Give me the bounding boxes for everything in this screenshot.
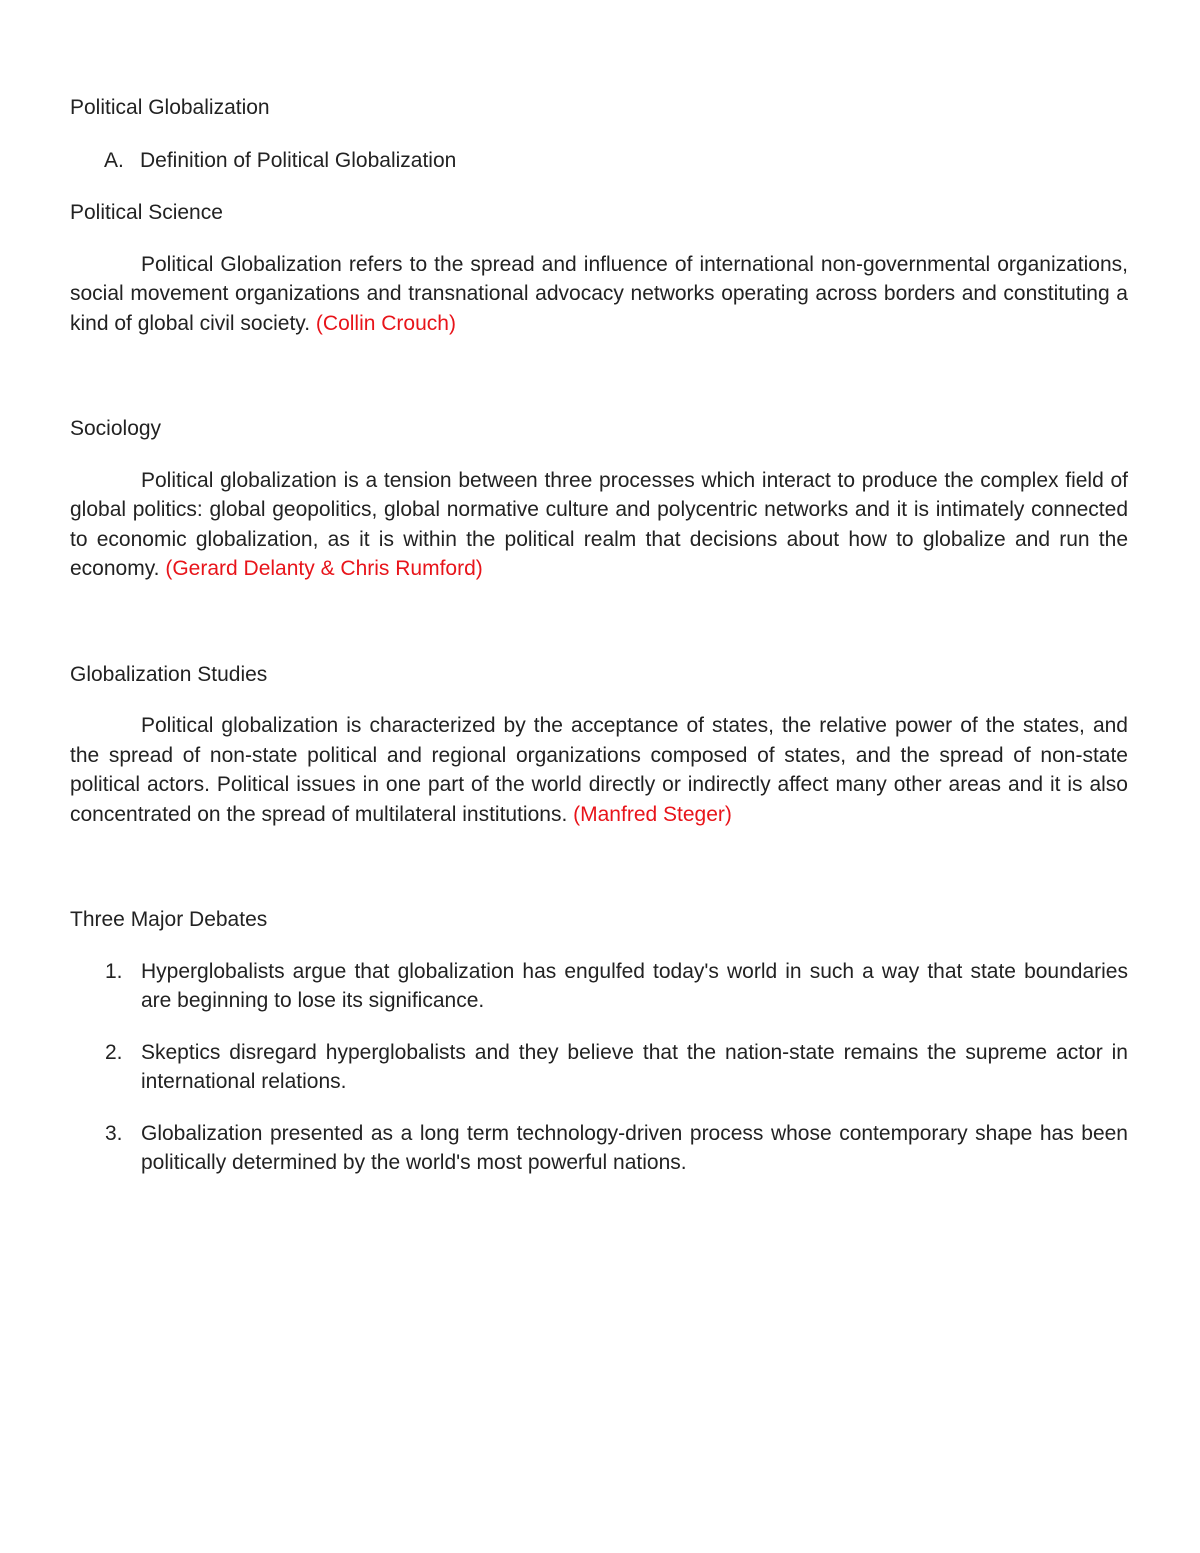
body-text: Political globalization is characterized by the acceptance of states, the relative power of the states, and the spread of non-state political and regional organizations composed of states, and the spread of non-state political actors. Political issues in one part of the world directly or indirectly affect many other areas and it is also concentrated on the spread of multilateral institutions. xyxy=(70,714,1128,826)
citation: (Manfred Steger) xyxy=(573,802,732,826)
citation: (Gerard Delanty & Chris Rumford) xyxy=(165,557,483,580)
list-item-number: 1. xyxy=(105,959,123,983)
debates-list xyxy=(70,957,1128,1178)
list-item-text: Skeptics disregard hyperglobalists and they believe that the nation-state remains the supreme actor in international relations. xyxy=(141,1040,1128,1093)
document-page xyxy=(70,93,1128,1200)
subheading-marker: A. xyxy=(104,148,124,172)
list-item xyxy=(70,957,1128,1016)
section-heading-debates: Three Major Debates xyxy=(70,908,268,931)
section-body-sociology xyxy=(70,466,1128,584)
body-text: Political Globalization refers to the spread and influence of international non-governmental organizations, social movement organizations and transnational advocacy networks operating across borders and constituting a kind of global civil society. xyxy=(70,252,1128,335)
list-item-number: 3. xyxy=(105,1121,123,1145)
section-heading-political-science: Political Science xyxy=(70,201,223,224)
list-item-text: Hyperglobalists argue that globalization has engulfed today's world in such a way that state boundaries are beginning to lose its significance. xyxy=(141,959,1128,1012)
list-item-number: 2. xyxy=(105,1040,123,1064)
section-heading-globalization-studies: Globalization Studies xyxy=(70,662,268,686)
list-item xyxy=(70,1119,1128,1178)
section-heading-sociology: Sociology xyxy=(70,417,162,440)
section-body-political-science xyxy=(70,250,1128,339)
body-text: Political globalization is a tension between three processes which interact to produce the complex field of global politics: global geopolitics, global normative culture and polycentric networks and it is intimately connected to economic globalization, as it is within the political realm that decisions about how to globalize and run the economy. xyxy=(70,468,1128,580)
list-item xyxy=(70,1038,1128,1097)
section-body-globalization-studies xyxy=(70,711,1128,829)
definition-subheading xyxy=(104,146,1128,176)
document-title: Political Globalization xyxy=(70,96,270,119)
list-item-text: Globalization presented as a long term technology-driven process whose contemporary shape has been politically determined by the world's most powerful nations. xyxy=(141,1121,1128,1174)
subheading-text: Definition of Political Globalization xyxy=(140,148,457,172)
citation: (Collin Crouch) xyxy=(315,311,456,335)
